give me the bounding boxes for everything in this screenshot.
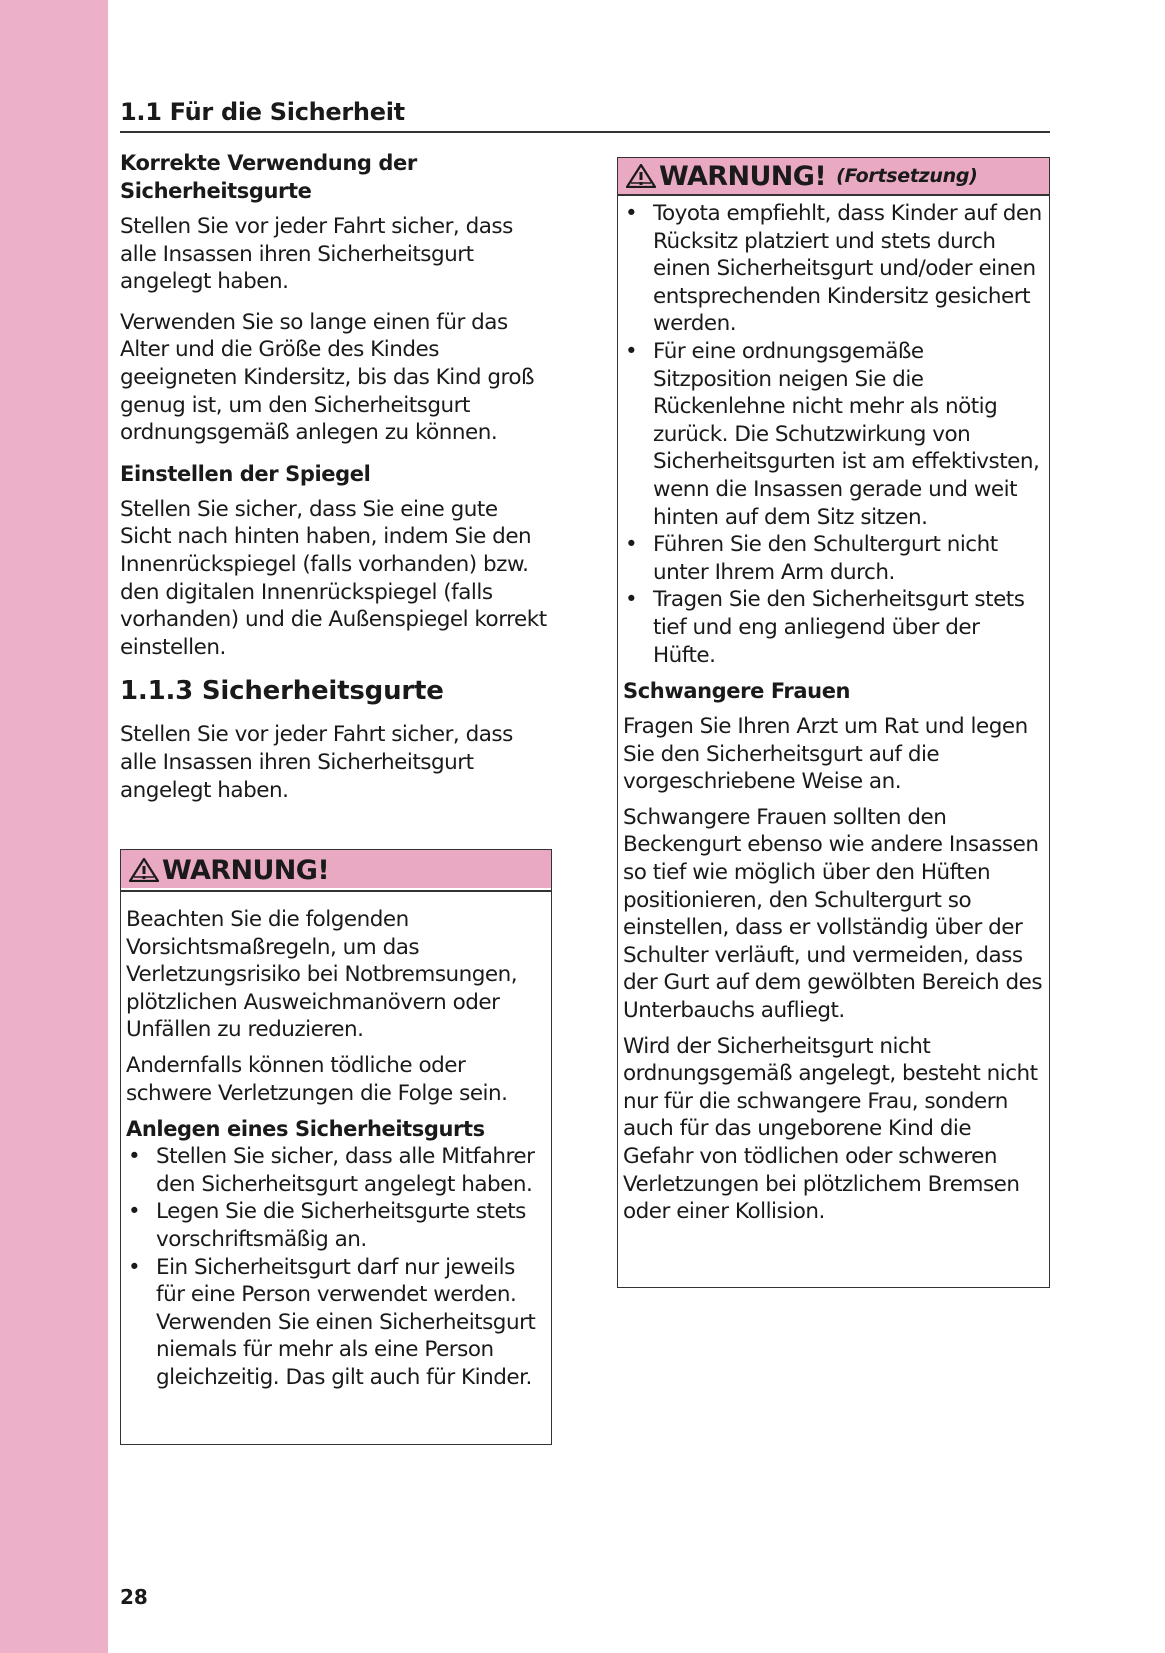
warning-bullet-list xyxy=(623,200,1045,669)
list-item: • Für eine ordnungsgemäße Sitzposition neigen Sie die Rückenlehne nicht mehr als nötig zurück. Die Schutzwirkung von Sicherheitsgurten ist am effektivsten, wenn die Insassen gerade und weit hinten auf dem Sitz sitzen. xyxy=(625,338,1040,530)
warning-bullet-list xyxy=(126,1143,547,1391)
warning-consequence: Andernfalls können tödliche oder schwere Verletzungen die Folge sein. xyxy=(126,1052,508,1106)
paragraph-belt-check: Stellen Sie vor jeder Fahrt sicher, dass alle Insassen ihren Sicherheitsgurt angelegt haben. xyxy=(120,214,513,295)
bullet-glyph: • xyxy=(625,338,638,364)
page-number: 28 xyxy=(120,1585,148,1609)
heading-pregnant-women: Schwangere Frauen xyxy=(623,679,851,704)
bullet-glyph: • xyxy=(625,532,638,558)
warning-subheading: Anlegen eines Sicherheitsgurts xyxy=(126,1117,485,1142)
bullet-glyph: • xyxy=(625,587,638,613)
section-header: 1.1 Für die Sicherheit xyxy=(120,98,405,126)
warning-title: WARNUNG! xyxy=(659,160,827,192)
warning-header xyxy=(618,158,1049,196)
paragraph-mirrors: Stellen Sie sicher, dass Sie eine gute Sicht nach hinten haben, indem Sie den Innenrückspiegel (falls vorhanden) bzw. den digitalen Innenrückspiegel (falls vorhanden) und die Außenspiegel korrekt einstellen. xyxy=(120,496,547,660)
list-item: • Ein Sicherheitsgurt darf nur jeweils für eine Person verwendet werden. Verwenden Sie einen Sicherheitsgurt niemals für mehr als eine Person gleichzeitig. Das gilt auch für Kinder. xyxy=(128,1254,536,1390)
paragraph-ask-doctor: Fragen Sie Ihren Arzt um Rat und legen Sie den Sicherheitsgurt auf die vorgeschriebene Weise an. xyxy=(623,714,1028,795)
paragraph-child-seat: Verwenden Sie so lange einen für das Alter und die Größe des Kindes geeigneten Kindersitz, bis das Kind groß genug ist, um den Sicherheitsgurt ordnungsgemäß anlegen zu können. xyxy=(120,309,535,446)
list-item: • Führen Sie den Schultergurt nicht unter Ihrem Arm durch. xyxy=(625,532,998,585)
side-color-band xyxy=(0,0,108,1653)
list-item: • Stellen Sie sicher, dass alle Mitfahrer den Sicherheitsgurt angelegt haben. xyxy=(128,1144,535,1197)
heading-seatbelt-use: Korrekte Verwendung der Sicherheitsgurte xyxy=(120,151,417,203)
warning-header xyxy=(121,850,551,892)
warning-title: WARNUNG! xyxy=(162,854,330,886)
section-title-seatbelts: 1.1.3 Sicherheitsgurte xyxy=(120,676,444,707)
warning-triangle-icon xyxy=(129,858,159,882)
list-item: • Legen Sie die Sicherheitsgurte stets vorschriftsmäßig an. xyxy=(128,1199,526,1252)
paragraph-risk: Wird der Sicherheitsgurt nicht ordnungsgemäß angelegt, besteht nicht nur für die schwangere Frau, sondern auch für das ungeborene Kind die Gefahr von tödlichen oder schweren Verletzungen bei plötzlichem Bremsen oder einer Kollision. xyxy=(623,1033,1038,1225)
bullet-glyph: • xyxy=(625,201,638,226)
warning-continued-box xyxy=(617,157,1050,1288)
heading-mirrors: Einstellen der Spiegel xyxy=(120,461,371,486)
warning-intro: Beachten Sie die folgenden Vorsichtsmaßregeln, um das Verletzungsrisiko bei Notbremsungen, plötzlichen Ausweichmanövern oder Unfällen zu reduzieren. xyxy=(126,907,518,1043)
bullet-glyph: • xyxy=(128,1254,141,1280)
warning-triangle-icon xyxy=(626,164,656,188)
bullet-glyph: • xyxy=(128,1144,141,1170)
warning-continued-label: (Fortsetzung) xyxy=(836,165,978,187)
list-item: • Tragen Sie den Sicherheitsgurt stets tief und eng anliegend über der Hüfte. xyxy=(625,587,1025,668)
header-rule xyxy=(120,131,1050,133)
list-item: • Toyota empfiehlt, dass Kinder auf den Rücksitz platziert und stets durch einen Sicherheitsgurt und/oder einen entsprechenden Kindersitz gesichert werden. xyxy=(625,201,1042,337)
paragraph-belt-check-2: Stellen Sie vor jeder Fahrt sicher, dass alle Insassen ihren Sicherheitsgurt angelegt haben. xyxy=(120,722,513,803)
paragraph-lap-belt: Schwangere Frauen sollten den Beckengurt ebenso wie andere Insassen so tief wie möglich über den Hüften positionieren, den Schultergurt so einstellen, dass er vollständig über der Schulter verläuft, und vermeiden, dass der Gurt auf dem gewölbten Bereich des Unterbauchs aufliegt. xyxy=(623,804,1043,1024)
bullet-glyph: • xyxy=(128,1199,141,1225)
left-column xyxy=(120,149,552,804)
warning-box xyxy=(120,849,552,1445)
